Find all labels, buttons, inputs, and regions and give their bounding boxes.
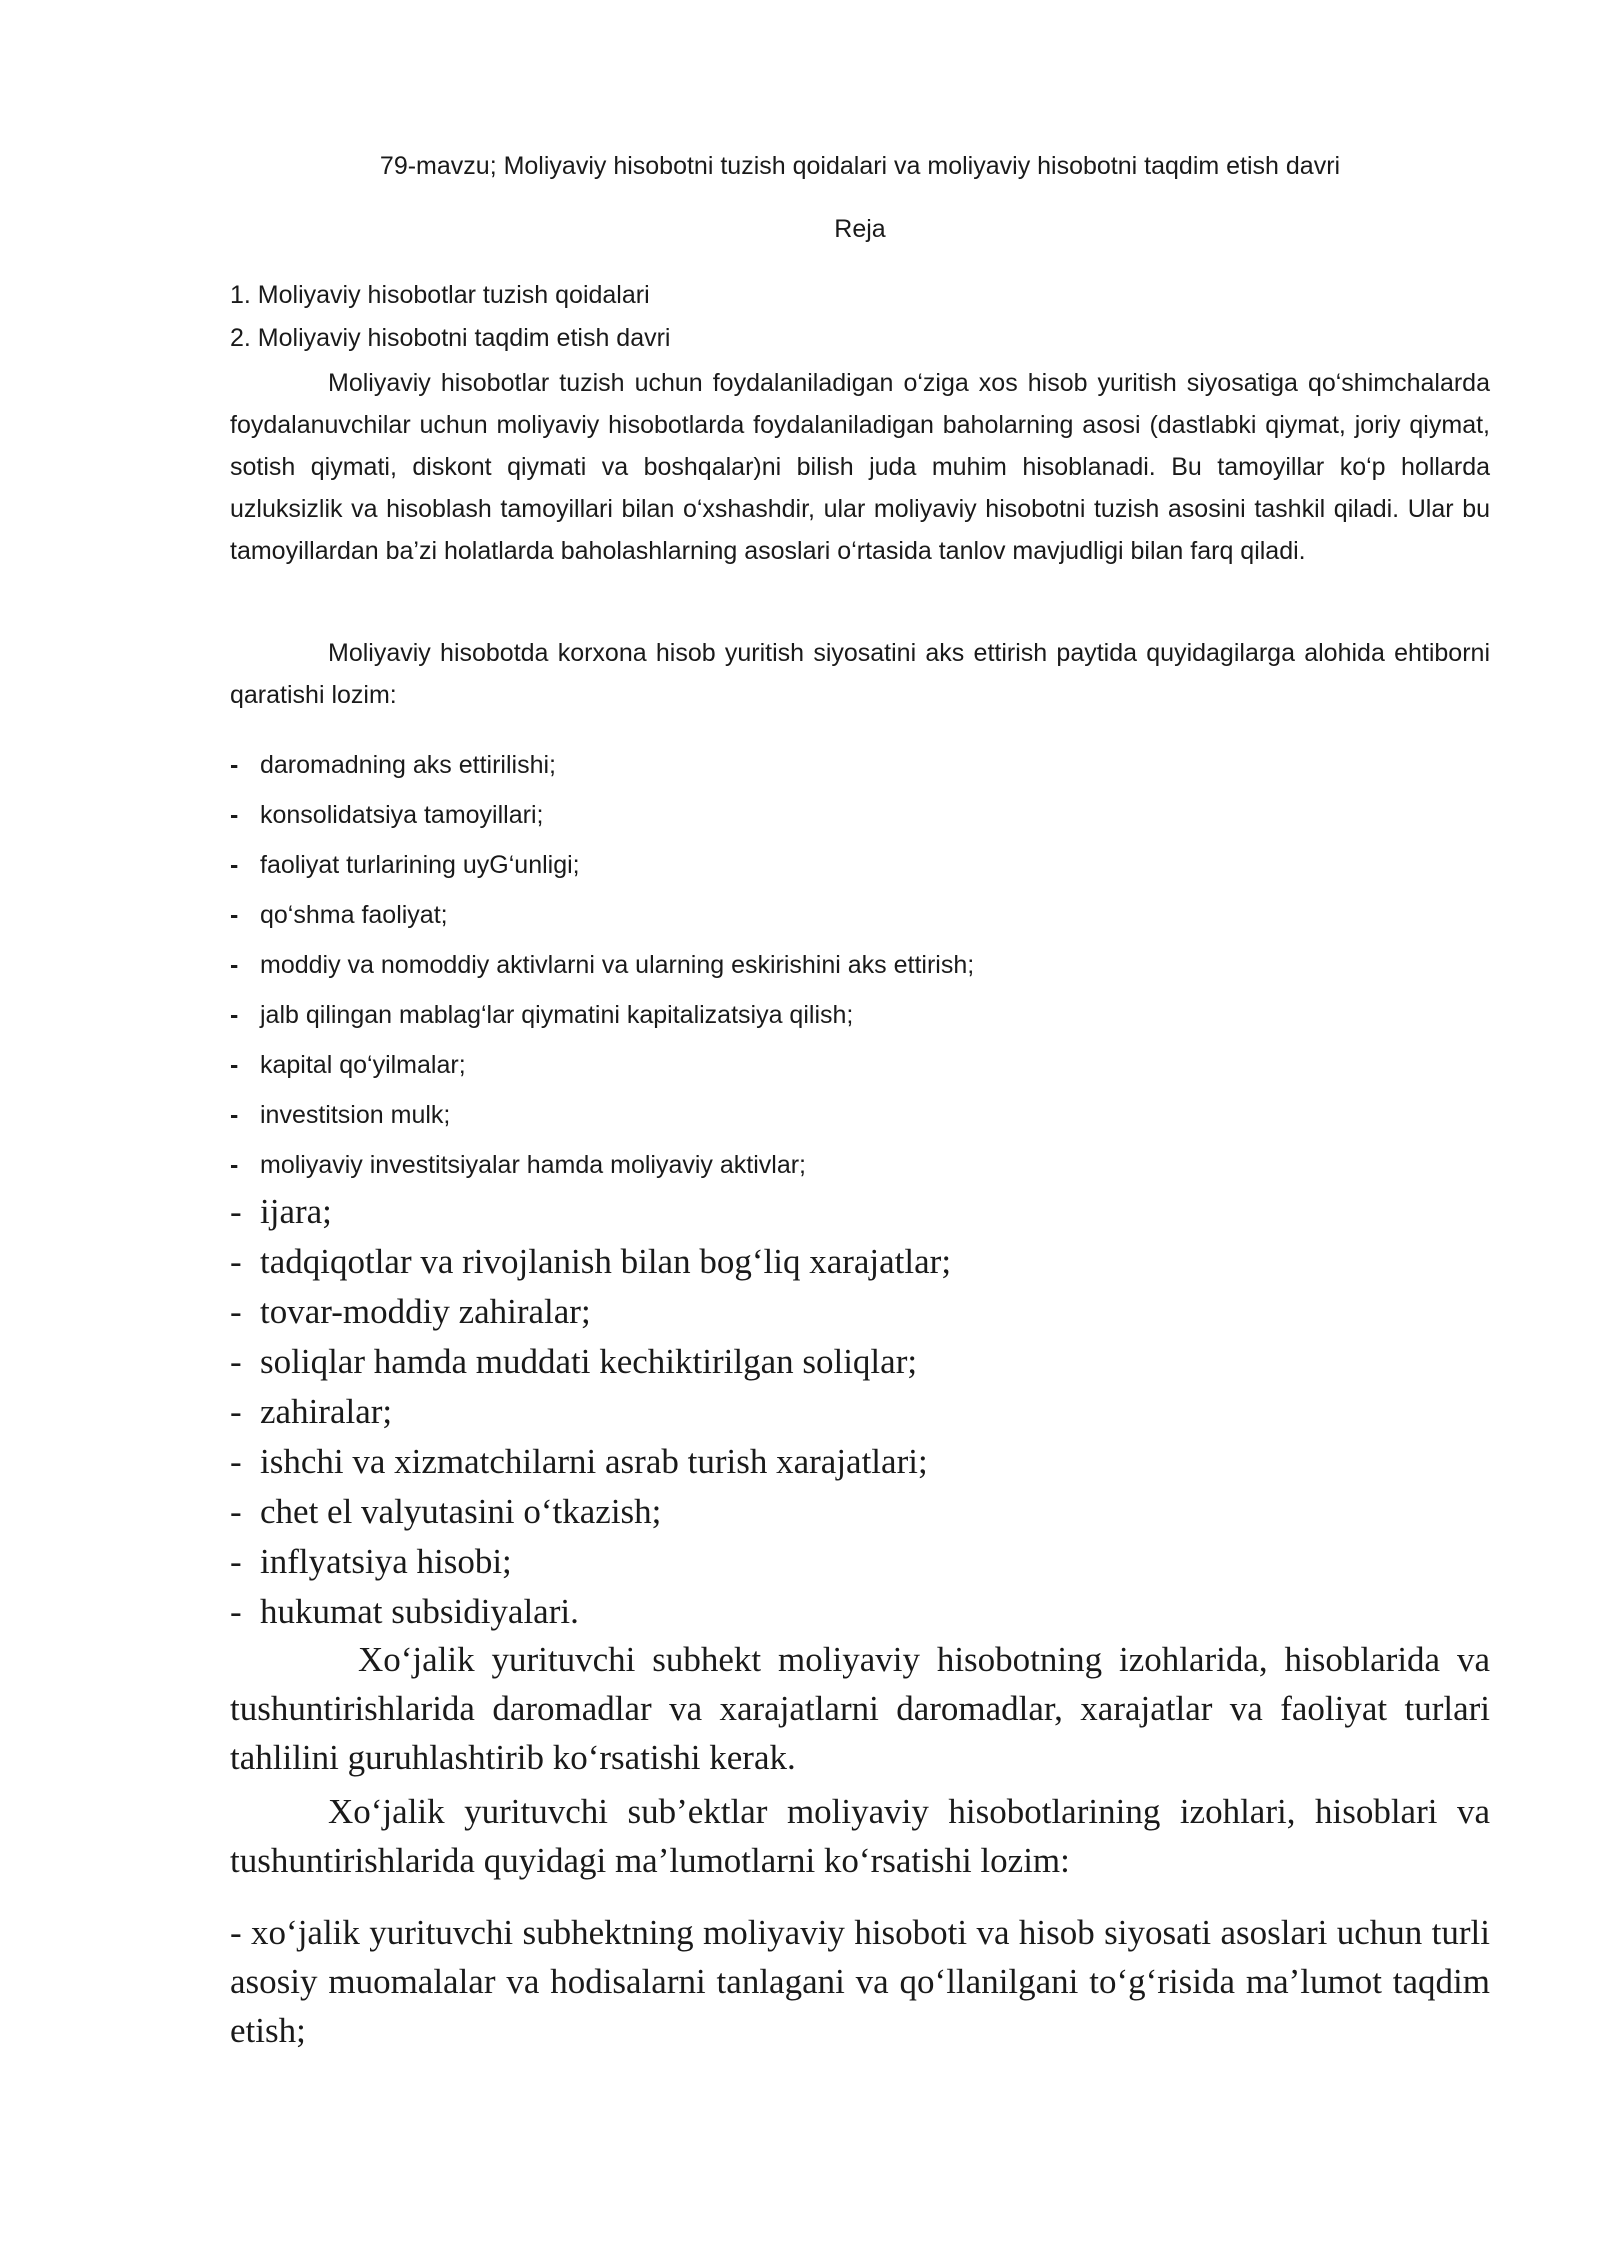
paragraph-text: Xo‘jalik yurituvchi subhekt moliyaviy hisobotning izohlarida, hisoblarida va tushuntirishlarida daromadlar va xarajatlarni daromadlar, xarajatlar va faoliyat turlari tahlilini guruhlashtirib ko‘rsatishi kerak.: [230, 1640, 1490, 1777]
list-dash: -: [230, 800, 239, 829]
list-dash: -: [230, 1492, 242, 1531]
paragraph-text: - xo‘jalik yurituvchi subhektning moliyaviy hisoboti va hisob siyosati asoslari uchun turli asosiy muomalalar va hodisalarni tanlagani va qo‘llanilgani to‘g‘risida ma’lumot taqdim etish;: [230, 1913, 1490, 2050]
list-dash: -: [230, 1192, 242, 1231]
list-item: [230, 1587, 1490, 1637]
list-item: [230, 1040, 1490, 1090]
paragraph-text: Moliyaviy hisobotlar tuzish uchun foydalaniladigan o‘ziga xos hisob yuritish siyosatiga qo‘shimchalarda foydalanuvchilar uchun moliyaviy hisobotlarda foydalaniladigan baholarning asosi (dastlabki qiymat, joriy qiymat, sotish qiymati, diskont qiymati va boshqalar)ni bilish juda muhim hisoblanadi. Bu tamoyillar ko‘p hollarda uzluksizlik va hisoblash tamoyillari bilan o‘xshashdir, ular moliyaviy hisobotni tuzish asosini tashkil qiladi. Ular bu tamoyillardan ba’zi holatlarda baholashlarning asoslari o‘rtasida tanlov mavjudligi bilan farq qiladi.: [230, 369, 1490, 565]
list-item: [230, 1437, 1490, 1487]
list-dash: -: [230, 950, 239, 979]
list-item: [230, 1090, 1490, 1140]
paragraph-text: Moliyaviy hisobotda korxona hisob yuritish siyosatini aks ettirish paytida quyidagilarga alohida ehtiborni qaratishi lozim:: [230, 639, 1490, 709]
paragraph: [230, 1635, 1490, 1782]
list-item-text: ijara;: [260, 1192, 332, 1231]
list-dash: -: [230, 1442, 242, 1481]
list-dash: -: [230, 1150, 239, 1179]
list-dash: -: [230, 1542, 242, 1581]
list-item-text: tovar-moddiy zahiralar;: [260, 1292, 591, 1331]
list-item: [230, 890, 1490, 940]
list-item: [230, 940, 1490, 990]
list-item-text: faoliyat turlarining uyG‘unligi;: [260, 850, 580, 879]
list-item-text: moddiy va nomoddiy aktivlarni va ularning eskirishini aks ettirish;: [260, 950, 975, 979]
list-dash: -: [230, 1342, 242, 1381]
list-dash: -: [230, 1392, 242, 1431]
paragraph: [230, 362, 1490, 572]
list-item: [230, 1287, 1490, 1337]
list-dash: -: [230, 750, 239, 779]
list-item: [230, 840, 1490, 890]
list-item: [230, 1487, 1490, 1537]
list-dash: -: [230, 900, 239, 929]
document-title: 79-mavzu; Moliyaviy hisobotni tuzish qoidalari va moliyaviy hisobotni taqdim etish davri: [379, 152, 1341, 180]
list-item-text: hukumat subsidiyalari.: [260, 1592, 579, 1631]
list-item-text: kapital qo‘yilmalar;: [260, 1050, 466, 1079]
paragraph: [230, 632, 1490, 716]
list-item-text: zahiralar;: [260, 1392, 393, 1431]
list-item-text: konsolidatsiya tamoyillari;: [260, 800, 544, 829]
list-item: [230, 1187, 1490, 1237]
policy-list: [230, 740, 1490, 1190]
list-dash: -: [230, 850, 239, 879]
policy-list-continued: [230, 1187, 1490, 1637]
list-dash: -: [230, 1050, 239, 1079]
list-dash: -: [230, 1242, 242, 1281]
plan-item: 1. Moliyaviy hisobotlar tuzish qoidalari: [230, 281, 650, 309]
list-dash: -: [230, 1000, 239, 1029]
list-dash: -: [230, 1592, 242, 1631]
list-item-text: daromadning aks ettirilishi;: [260, 750, 556, 779]
list-item: [230, 1140, 1490, 1190]
list-item: [230, 1537, 1490, 1587]
list-item-text: moliyaviy investitsiyalar hamda moliyaviy aktivlar;: [260, 1150, 806, 1179]
list-item-text: soliqlar hamda muddati kechiktirilgan soliqlar;: [260, 1342, 918, 1381]
list-item-text: ishchi va xizmatchilarni asrab turish xarajatlari;: [260, 1442, 928, 1481]
list-item: [230, 1337, 1490, 1387]
list-item: [230, 790, 1490, 840]
paragraph-text: Xo‘jalik yurituvchi sub’ektlar moliyaviy hisobotlarining izohlari, hisoblari va tushuntirishlarida quyidagi ma’lumotlarni ko‘rsatishi lozim:: [230, 1792, 1490, 1880]
list-item-text: qo‘shma faoliyat;: [260, 900, 448, 929]
paragraph: [230, 1787, 1490, 1885]
list-item-text: tadqiqotlar va rivojlanish bilan bog‘liq xarajatlar;: [260, 1242, 952, 1281]
plan-item: 2. Moliyaviy hisobotni taqdim etish davri: [230, 324, 671, 352]
list-item-text: jalb qilingan mablag‘lar qiymatini kapitalizatsiya qilish;: [260, 1000, 854, 1029]
list-item-text: investitsion mulk;: [260, 1100, 451, 1129]
list-item: [230, 990, 1490, 1040]
list-item-text: inflyatsiya hisobi;: [260, 1542, 512, 1581]
list-dash: -: [230, 1292, 242, 1331]
list-dash: -: [230, 1100, 239, 1129]
list-item: [230, 740, 1490, 790]
plan-heading: Reja: [834, 215, 886, 243]
list-item: [230, 1237, 1490, 1287]
paragraph: [230, 1908, 1490, 2055]
plan-list: [230, 280, 1490, 366]
list-item-text: chet el valyutasini o‘tkazish;: [260, 1492, 662, 1531]
list-item: [230, 1387, 1490, 1437]
